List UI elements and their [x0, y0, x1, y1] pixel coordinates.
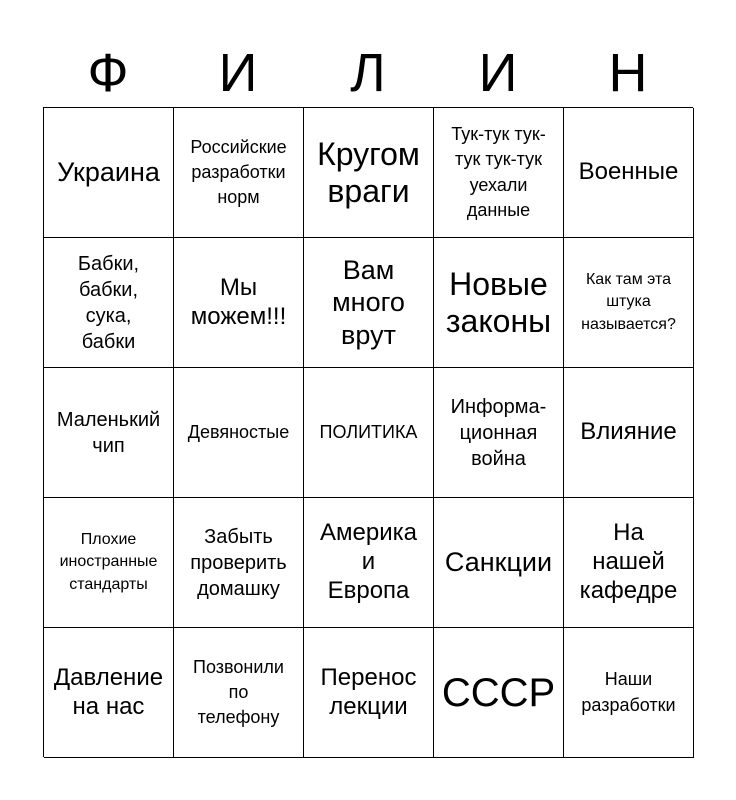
bingo-cell[interactable]: [44, 238, 174, 368]
cell-text: Вам много врут: [332, 254, 405, 350]
header-letter-3: Л: [350, 43, 386, 103]
bingo-cell[interactable]: [304, 498, 434, 628]
cell-text: Тук-тук тук- тук тук-тук уехали данные: [451, 124, 546, 220]
bingo-cell[interactable]: [44, 108, 174, 238]
cell-text: Маленький чип: [56, 408, 161, 457]
bingo-header: [43, 38, 693, 108]
cell-text: Кругом враги: [317, 135, 420, 209]
cell-text: Бабки, бабки, сука, бабки: [77, 252, 140, 353]
header-letter-1: Ф: [87, 43, 129, 103]
cell-text: Забыть проверить домашку: [190, 525, 287, 600]
bingo-cell[interactable]: [564, 498, 694, 628]
bingo-cell[interactable]: [44, 498, 174, 628]
bingo-cell[interactable]: [564, 628, 694, 758]
bingo-cell[interactable]: [304, 108, 434, 238]
header-letter-4: И: [478, 43, 518, 103]
bingo-cell[interactable]: [564, 368, 694, 498]
cell-text: Давление на нас: [53, 663, 164, 720]
bingo-cell[interactable]: [174, 108, 304, 238]
cell-text: Позвонили по телефону: [193, 656, 284, 728]
bingo-cell[interactable]: [44, 368, 174, 498]
bingo-cell[interactable]: [434, 238, 564, 368]
bingo-cell[interactable]: [174, 368, 304, 498]
bingo-cell[interactable]: [564, 108, 694, 238]
cell-text: Америка и Европа: [320, 519, 417, 604]
cell-text: Наши разработки: [581, 669, 676, 715]
cell-text: Влияние: [580, 418, 677, 446]
bingo-cell[interactable]: [174, 498, 304, 628]
bingo-cell[interactable]: [564, 238, 694, 368]
cell-text: Девяностые: [187, 421, 290, 442]
bingo-cell[interactable]: [174, 238, 304, 368]
bingo-cell[interactable]: [174, 628, 304, 758]
bingo-cell[interactable]: [304, 238, 434, 368]
bingo-grid: [43, 107, 693, 757]
cell-text: ПОЛИТИКА: [319, 421, 418, 442]
cell-text: Мы можем!!!: [190, 273, 287, 330]
cell-text: Военные: [578, 158, 679, 186]
cell-text: Информа- ционная война: [450, 395, 547, 470]
header-letter-2: И: [218, 43, 258, 103]
cell-text: Санкции: [444, 547, 553, 578]
cell-text: На нашей кафедре: [579, 519, 678, 604]
bingo-cell[interactable]: [434, 368, 564, 498]
bingo-cell[interactable]: [434, 108, 564, 238]
bingo-cell[interactable]: [44, 628, 174, 758]
bingo-cell[interactable]: [434, 628, 564, 758]
cell-text: Российские разработки норм: [190, 136, 287, 208]
cell-text: Украина: [57, 157, 160, 188]
cell-text: Перенос лекции: [320, 663, 417, 720]
cell-text: Плохие иностранные стандарты: [59, 530, 158, 593]
header-letter-5: Н: [608, 43, 648, 103]
cell-text: СССР: [441, 670, 556, 715]
bingo-cell[interactable]: [304, 628, 434, 758]
cell-text: Как там эта штука называется?: [581, 270, 676, 333]
bingo-cell[interactable]: [304, 368, 434, 498]
cell-text: Новые законы: [445, 265, 552, 339]
bingo-cell[interactable]: [434, 498, 564, 628]
